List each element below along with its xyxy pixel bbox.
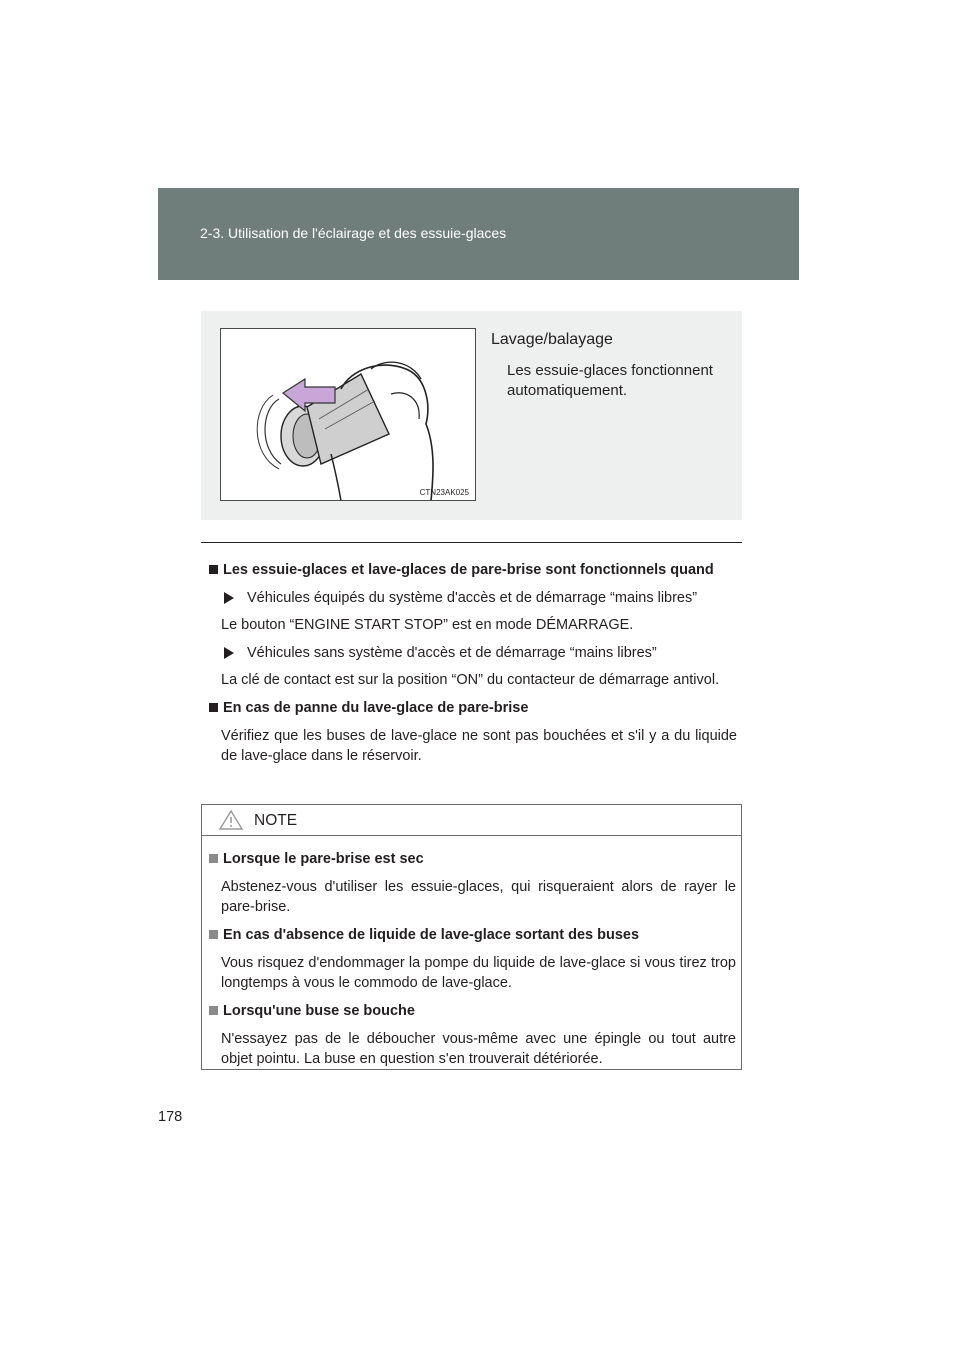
paragraph: Le bouton “ENGINE START STOP” est en mode DÉMARRAGE. (221, 617, 634, 633)
figure-description: Les essuie-glaces fonctionnent automatiquement. (507, 362, 713, 399)
triangle-bullet-icon (224, 647, 234, 659)
section-title: 2-3. Utilisation de l'éclairage et des essuie-glaces (200, 225, 507, 241)
figure-code: CTN23AK025 (419, 488, 469, 497)
heading-text: En cas de panne du lave-glace de pare-brise (223, 700, 529, 716)
section-heading (209, 560, 737, 580)
paragraph: Abstenez-vous d'utiliser les essuie-glaces, qui risqueraient alors de rayer le pare-brise. (221, 879, 736, 915)
triangle-bullet-icon (224, 592, 234, 604)
heading-text: Les essuie-glaces et lave-glaces de pare-brise sont fonctionnels quand (223, 562, 714, 578)
note-body (209, 849, 736, 1077)
square-bullet-icon (209, 565, 218, 574)
section-header (158, 188, 799, 280)
heading-text: En cas d'absence de liquide de lave-glace sortant des buses (223, 927, 640, 943)
heading-text: Lorsqu'une buse se bouche (223, 1003, 415, 1019)
bullet-text: Véhicules sans système d'accès et de démarrage “mains libres” (247, 645, 657, 661)
section-heading (209, 698, 737, 718)
wiper-stalk-illustration (221, 329, 476, 501)
square-bullet-icon (209, 854, 218, 863)
paragraph: Vérifiez que les buses de lave-glace ne sont pas bouchées et s'il y a du liquide de lave-glace dans le réservoir. (221, 728, 737, 764)
note-box (201, 804, 742, 1070)
heading-text: Lorsque le pare-brise est sec (223, 851, 424, 867)
paragraph: La clé de contact est sur la position “ON” du contacteur de démarrage antivol. (221, 672, 720, 688)
note-heading (209, 849, 736, 869)
figure-frame (220, 328, 476, 501)
square-bullet-icon (209, 1006, 218, 1015)
page-number: 178 (158, 1109, 183, 1125)
divider (201, 542, 742, 543)
note-heading (209, 925, 736, 945)
square-bullet-icon (209, 930, 218, 939)
list-item (209, 588, 737, 608)
note-heading (209, 1001, 736, 1021)
paragraph: N'essayez pas de le déboucher vous-même avec une épingle ou tout autre objet pointu. La buse en question s'en trouverait détériorée. (221, 1031, 736, 1067)
figure-title: Lavage/balayage (491, 331, 613, 348)
body-content (209, 560, 737, 774)
paragraph: Vous risquez d'endommager la pompe du liquide de lave-glace si vous tirez trop longtemps à vous le commodo de lave-glace. (221, 955, 736, 991)
bullet-text: Véhicules équipés du système d'accès et de démarrage “mains libres” (247, 590, 698, 606)
note-header (202, 805, 741, 836)
list-item (209, 643, 737, 663)
note-title: NOTE (254, 812, 298, 829)
square-bullet-icon (209, 703, 218, 712)
figure-panel (201, 311, 742, 520)
warning-triangle-icon (218, 809, 244, 831)
